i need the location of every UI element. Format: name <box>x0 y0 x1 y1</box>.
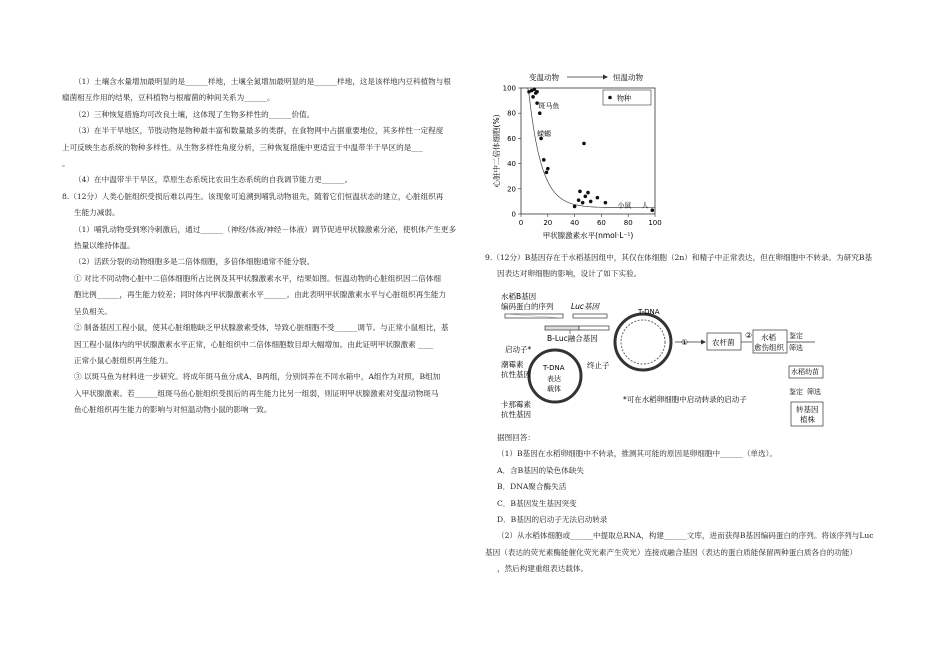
scatter-point <box>651 208 655 212</box>
label-screen-1: 筛选 <box>789 344 803 352</box>
answer-line: 据图回答： <box>497 433 535 442</box>
scatter-point <box>578 190 582 194</box>
footnote: *可在水稻卵细胞中启动转录的启动子 <box>623 395 747 404</box>
label-transgenic2: 植株 <box>800 415 815 424</box>
answer-line: （2）从水稻体细胞或______中提取总RNA，构建______文库，进而获得B基因编码蛋白的序列。将该序列与Luc <box>497 531 874 541</box>
scatter-point <box>584 195 588 199</box>
scatter-point <box>533 87 537 91</box>
q7-line: 。 <box>62 159 70 169</box>
label-vector: 表达 <box>547 375 561 383</box>
y-tick-label: 100 <box>502 84 516 93</box>
answer-line: （1）B基因在水稻卵细胞中不转录，推测其可能的原因是卵细胞中______（单选）。 <box>497 449 777 459</box>
q8-line: 8.（12分）人类心脏组织受损后难以再生。该现象可追溯到哺乳动物祖先，随着它们恒温状态的建立，心脏组织再 <box>62 191 444 201</box>
label-identify-2: 鉴定 <box>789 388 803 396</box>
scatter-point <box>586 191 590 195</box>
step-2-label: ② <box>745 331 753 340</box>
scatter-point <box>546 167 550 171</box>
q9-intro-line: 9.（12分）B基因存在于水稻基因组中，其仅在体细胞（2n）和精子中正常表达，但在卵细胞中不转录。为研究B基 <box>485 253 873 262</box>
fusion-bar-b <box>545 326 579 330</box>
q8-line: （2）活跃分裂的动物细胞多是二倍体细胞，多倍体细胞通常不能分裂。 <box>74 257 315 267</box>
scatter-point <box>573 205 577 209</box>
q9-intro-line: 因表达对卵细胞的影响，设计了如下实验。 <box>497 269 642 279</box>
q8-line: ① 对比不同动物心脏中二倍体细胞所占比例及其甲状腺激素水平，结果如图。恒温动物的心脏组织因二倍体细 <box>74 273 441 283</box>
question-8 <box>62 189 472 419</box>
y-axis-label: 心脏中二倍体细胞(%) <box>492 114 501 188</box>
y-tick-label: 80 <box>507 109 516 118</box>
q8-line: 呈负相关。 <box>74 306 112 316</box>
q7-line: 上可反映生态系统的物种多样性。从生物多样性角度分析，三种恢复措施中更适宜于中温带半干旱区的是___ <box>62 142 423 152</box>
label-luc-gene: Luc基因 <box>571 302 600 311</box>
annotation-label: 人 <box>641 201 649 210</box>
annotation-label: 小鼠 <box>617 201 632 210</box>
label-callus2: 愈伤组织 <box>754 343 784 352</box>
fusion-bar-luc <box>579 326 609 330</box>
answer-line: A．含B基因的染色体缺失 <box>497 465 585 475</box>
label-screen-2: 筛选 <box>807 388 821 396</box>
answer-line: B．DNA聚合酶失活 <box>497 482 567 492</box>
label-identify-1: 鉴定 <box>789 332 803 340</box>
label-callus: 水稻 <box>761 333 776 342</box>
scatter-point <box>604 201 608 205</box>
x-tick-label: 0 <box>518 219 524 227</box>
luc-gene-bar <box>573 314 607 318</box>
x-tick-label: 60 <box>596 219 606 227</box>
step-1-label: ① <box>681 338 689 347</box>
scatter-point <box>535 90 539 94</box>
q7-line: （1）土壤含水量增加最明显的是______样地，土壤全氮增加最明显的是______样地，这是该样地内豆科植物与根 <box>74 77 451 86</box>
y-tick-label: 60 <box>507 134 516 143</box>
label-terminator: 终止子 <box>587 361 610 370</box>
label-tdna-small: T-DNA <box>543 364 565 372</box>
right-column <box>485 250 895 283</box>
top-label-right: 恒温动物 <box>613 73 643 82</box>
x-tick-label: 20 <box>543 219 553 227</box>
scatter-point <box>581 201 585 205</box>
scatter-point <box>538 111 542 115</box>
q8-line: 生能力减弱。 <box>74 208 120 218</box>
x-tick-label: 80 <box>623 219 633 227</box>
scatter-point <box>577 198 581 202</box>
answer-line: D．B基因的启动子无法启动转录 <box>497 515 608 525</box>
scatter-point <box>582 142 586 146</box>
q8-line: 入甲状腺激素。若______组斑马鱼心脏组织受损后的再生能力比另一组弱，则证明甲状腺激素对变温动物斑马 <box>74 388 439 398</box>
scatter-point <box>596 196 600 200</box>
label-promoter: 启动子* <box>505 345 532 354</box>
y-tick-label: 0 <box>511 210 516 219</box>
q8-line: 正常小鼠心脏组织再生能力。 <box>74 355 173 365</box>
q8-line: ③ 以斑马鱼为材料进一步研究。将成年斑马鱼分成A、B两组，分别饲养在不同水箱中，A组作为对照，B组加 <box>74 372 441 382</box>
label-fusion-gene: B-Luc融合基因 <box>547 334 598 343</box>
x-tick-label: 100 <box>648 219 662 227</box>
tdna-vector-inner <box>621 320 665 364</box>
q7-line: 瘤菌相互作用的结果，豆科植物与根瘤菌的种间关系为______。 <box>62 93 275 103</box>
label-seedling: 水稻幼苗 <box>791 368 819 376</box>
top-label-left: 变温动物 <box>529 73 559 82</box>
label-vector2: 载体 <box>547 385 561 393</box>
y-tick-label: 20 <box>507 185 516 194</box>
answer-line: ，然后构建重组表达载体。 <box>497 564 589 574</box>
q7-line: （2）三种恢复措施均可改良土壤，这体现了生物多样性的______价值。 <box>74 109 315 119</box>
answer-line: 基因（表达的荧光素酶能催化荧光素产生荧光）连接成融合基因（表达的蛋白质能保留两种蛋白质各自的功能） <box>485 547 858 557</box>
arrow-step-1-head <box>701 340 706 345</box>
answer-line: C．B基因发生基因突变 <box>497 498 577 508</box>
q8-line: 胞比例______，再生能力较差；同时体内甲状腺激素水平______。由此表明甲状腺激素水平与心脏组织再生能力 <box>74 290 447 300</box>
scatter-point <box>531 95 535 99</box>
scatter-point <box>545 171 549 175</box>
q7-line: （4）在中温带半干旱区，草原生态系统比农田生态系统的自我调节能力更______。 <box>74 175 353 185</box>
scatter-point <box>589 200 593 204</box>
annotation-label: 斑马鱼 <box>538 102 560 111</box>
label-tdna-big: T-DNA <box>638 308 660 316</box>
label-rice-gene: 水稻B基因 <box>501 292 537 301</box>
left-column <box>62 74 472 419</box>
label-agro: 农杆菌 <box>712 338 735 347</box>
q8-line: 热量以维持体温。 <box>74 241 135 251</box>
thyroid-scatter-chart <box>485 68 695 248</box>
x-tick-label: 40 <box>570 219 580 227</box>
q8-line: ② 制备基因工程小鼠，使其心脏细胞缺乏甲状腺激素受体，导致心脏细胞不受______调节。与正常小鼠相比，基 <box>74 323 449 333</box>
q8-line: 鱼心脏组织再生能力的影响与对恒温动物小鼠的影响一致。 <box>74 405 272 415</box>
tdna-vector-circle <box>615 314 671 370</box>
question-7-parts <box>62 74 472 189</box>
y-tick-label: 40 <box>507 160 516 169</box>
scatter-point <box>542 158 546 162</box>
q7-line: （3）在半干旱地区，节肢动物是物种最丰富和数量最多的类群，在食物网中占据重要地位，其多样性一定程度 <box>74 126 444 136</box>
label-kanamycin: 卡那霉素 <box>501 400 531 409</box>
q8-line: （1）哺乳动物受到寒冷刺激后，通过______（神经/体液/神经－体液）调节促进甲状腺激素分泌，使机体产生更多 <box>74 224 457 234</box>
annotation-label: 蝾螈 <box>537 129 552 138</box>
label-coding-seq: 编码蛋白的序列 <box>501 302 554 311</box>
x-axis-label: 甲状腺激素水平(nmol·L⁻¹) <box>542 231 634 240</box>
q8-line: 因工程小鼠体内的甲状腺激素水平正常，心脏组织中二倍体细胞数目却大幅增加。由此证明甲状腺激素 ____ <box>74 339 434 349</box>
legend-label: 物种 <box>617 94 631 103</box>
label-transgenic: 转基因 <box>796 405 819 414</box>
label-kanamycin2: 抗性基因 <box>501 410 531 419</box>
right-column-after-figure <box>485 430 895 578</box>
top-arrow-head <box>603 75 608 80</box>
label-hygromycin2: 抗性基因 <box>501 370 531 379</box>
label-hygromycin: 潮霉素 <box>501 360 524 369</box>
experiment-diagram <box>495 290 825 440</box>
legend-marker <box>608 96 612 100</box>
